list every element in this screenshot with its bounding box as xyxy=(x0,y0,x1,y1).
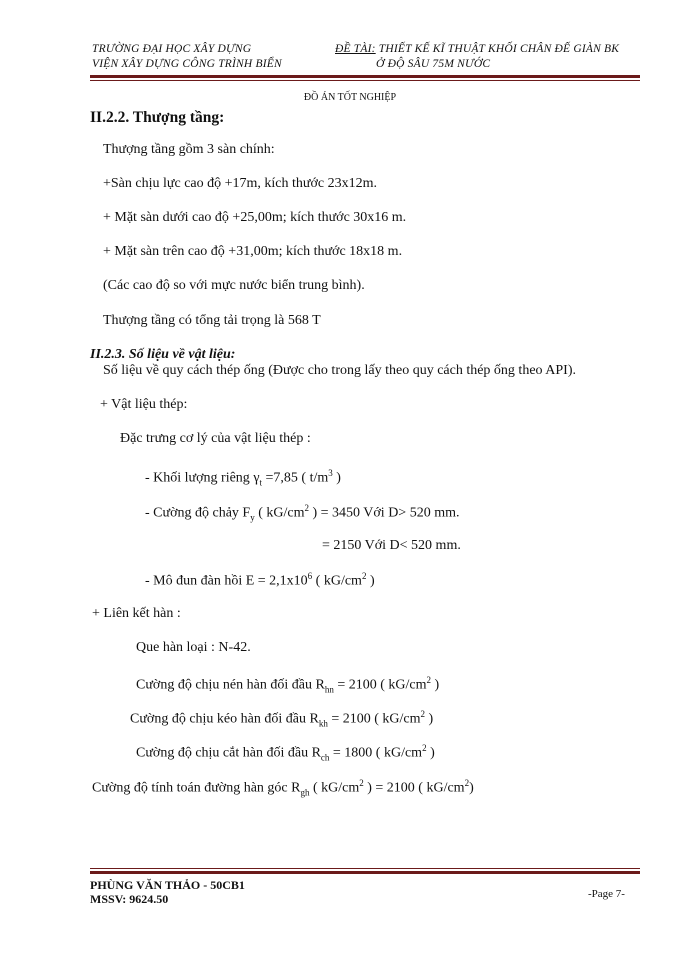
footer-rule-thin xyxy=(90,868,640,869)
paragraph-11: Que hàn loại : N-42. xyxy=(136,640,251,655)
yield-line-2: = 2150 Với D< 520 mm. xyxy=(322,538,461,553)
page-number: -Page 7- xyxy=(588,888,625,900)
heading-2-2: II.2.2. Thượng tầng: xyxy=(90,109,225,126)
weld-compression-line: Cường độ chịu nén hàn đối đầu $R_{hn} = 2100$ ( $kG/cm^2$ ) xyxy=(136,675,440,695)
paragraph-4: + Mặt sàn trên cao độ +31,00m; kích thước 18x18 m. xyxy=(103,244,403,259)
footer-rule-thick xyxy=(90,871,640,874)
paragraph-2: +Sàn chịu lực cao độ +17m, kích thước 23x12m. xyxy=(103,176,377,191)
yield-line: - Cường độ chảy $F_y$ ( $kG/cm^2$ ) = 3450 Với D> 520 mm. xyxy=(145,503,460,523)
paragraph-3: + Mặt sàn dưới cao độ +25,00m; kích thước 30x16 m. xyxy=(103,210,407,225)
topic-label: ĐỀ TÀI: xyxy=(335,43,376,55)
header-rule-thin xyxy=(90,80,640,81)
heading-2-3: II.2.3. Số liệu về vật liệu: xyxy=(90,347,236,362)
weld-fillet-line: Cường độ tính toán đường hàn góc $R_{gh}$ ( $kG/cm^2$ ) = 2100 ( $kG/cm^2$) xyxy=(92,778,474,798)
topic-title-2: Ở ĐỘ SÂU 75M NƯỚC xyxy=(376,58,491,70)
school-name: TRƯỜNG ĐẠI HỌC XÂY DỰNG xyxy=(92,43,252,55)
modulus-line: - Mô đun đàn hồi $E = 2,1x10^6$ ( $kG/cm^2$ ) xyxy=(145,571,375,589)
paragraph-7: Số liệu về quy cách thép ống (Được cho trong lấy theo quy cách thép ống theo API). xyxy=(103,363,576,378)
paragraph-10: + Liên kết hàn : xyxy=(92,606,181,621)
density-line: - Khối lượng riêng $\gamma_t =7,85$ ( $t/m^3$ ) xyxy=(145,468,341,488)
topic-title-1: THIẾT KẾ KĨ THUẬT KHỐI CHÂN ĐẾ GIÀN BK xyxy=(378,43,620,55)
student-id: MSSV: 9624.50 xyxy=(90,892,169,906)
paragraph-6: Thượng tầng có tổng tải trọng là 568 T xyxy=(103,313,321,328)
author-name: PHÙNG VĂN THẢO - 50CB1 xyxy=(90,878,245,892)
paragraph-1: Thượng tầng gồm 3 sàn chính: xyxy=(103,142,275,157)
institute-name: VIỆN XÂY DỰNG CÔNG TRÌNH BIỂN xyxy=(92,58,282,70)
paragraph-5: (Các cao độ so với mực nước biển trung bình). xyxy=(103,278,365,293)
paragraph-9: Đặc trưng cơ lý của vật liệu thép : xyxy=(120,431,311,446)
topic-line-1 xyxy=(335,43,619,55)
weld-tension-line: Cường độ chịu kéo hàn đối đầu $R_{kh} = 2100$ ( $kG/cm^2$ ) xyxy=(130,709,434,729)
paragraph-8: + Vật liệu thép: xyxy=(100,397,188,412)
document-type: ĐỒ ÁN TỐT NGHIỆP xyxy=(303,92,397,103)
weld-shear-line: Cường độ chịu cắt hàn đối đầu $R_{ch} = 1800$ ( $kG/cm^2$ ) xyxy=(136,743,435,763)
header-rule-thick xyxy=(90,75,640,78)
